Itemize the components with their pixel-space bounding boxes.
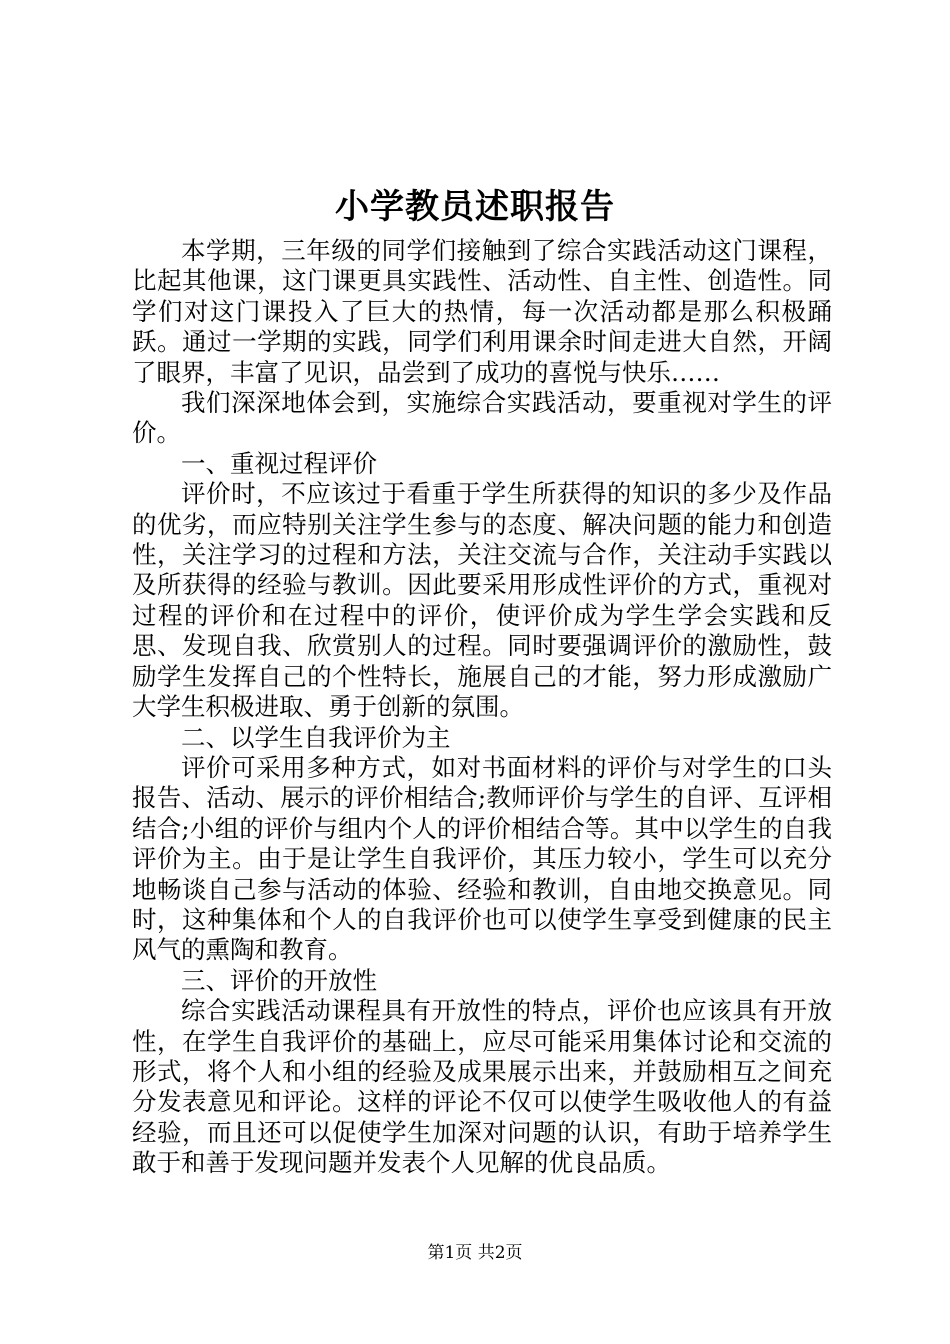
document-title: 小学教员述职报告 bbox=[335, 187, 615, 227]
paragraph: 综合实践活动课程具有开放性的特点，评价也应该具有开放性，在学生自我评价的基础上，应尽可能采用集体讨论和交流的形式，将个人和小组的经验及成果展示出来，并鼓励相互之间充分发表意见和评论。这样的评论不仅可以使学生吸收他人的有益经验，而且还可以促使学生加深对问题的认识，有助于培养学生敢于和善于发现问题并发表个人见解的优良品质。 bbox=[132, 996, 832, 1178]
section-heading: 一、重视过程评价 bbox=[181, 448, 377, 478]
section-heading: 二、以学生自我评价为主 bbox=[181, 722, 451, 752]
page-footer: 第1页 共2页 bbox=[427, 1243, 523, 1263]
document-body bbox=[132, 236, 832, 1179]
section-heading: 三、评价的开放性 bbox=[181, 965, 377, 995]
paragraph: 评价时，不应该过于看重于学生所获得的知识的多少及作品的优劣，而应特别关注学生参与的态度、解决问题的能力和创造性，关注学习的过程和方法，关注交流与合作，关注动手实践以及所获得的经验与教训。因此要采用形成性评价的方式，重视对过程的评价和在过程中的评价，使评价成为学生学会实践和反思、发现自我、欣赏别人的过程。同时要强调评价的激励性，鼓励学生发挥自己的个性特长，施展自己的才能，努力形成激励广大学生积极进取、勇于创新的氛围。 bbox=[132, 479, 832, 722]
paragraph: 评价可采用多种方式，如对书面材料的评价与对学生的口头报告、活动、展示的评价相结合;教师评价与学生的自评、互评相结合;小组的评价与组内个人的评价相结合等。其中以学生的自我评价为主。由于是让学生自我评价，其压力较小，学生可以充分地畅谈自己参与活动的体验、经验和教训，自由地交换意见。同时，这种集体和个人的自我评价也可以使学生享受到健康的民主风气的熏陶和教育。 bbox=[132, 752, 832, 965]
paragraph: 我们深深地体会到，实施综合实践活动，要重视对学生的评价。 bbox=[132, 388, 832, 448]
paragraph: 本学期，三年级的同学们接触到了综合实践活动这门课程，比起其他课，这门课更具实践性、活动性、自主性、创造性。同学们对这门课投入了巨大的热情，每一次活动都是那么积极踊跃。通过一学期的实践，同学们利用课余时间走进大自然，开阔了眼界，丰富了见识，品尝到了成功的喜悦与快乐…… bbox=[132, 236, 832, 387]
